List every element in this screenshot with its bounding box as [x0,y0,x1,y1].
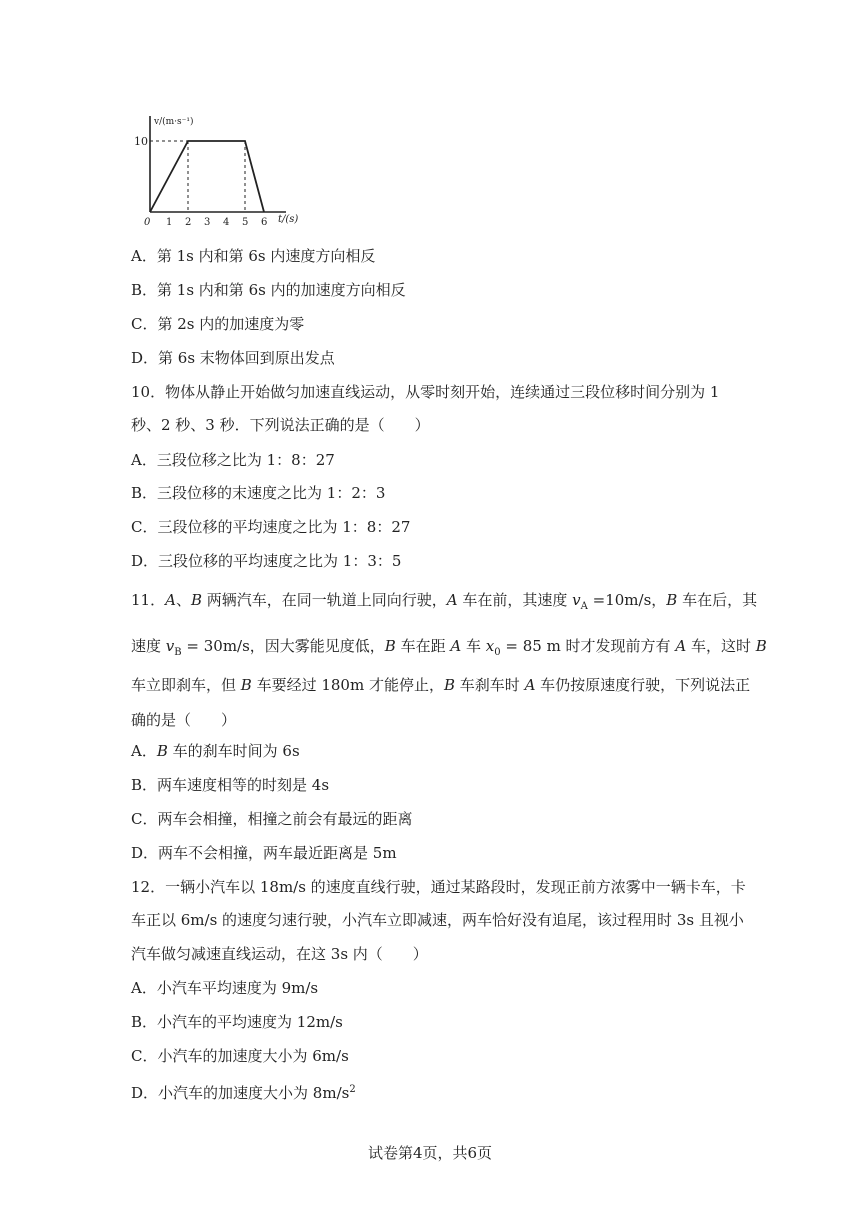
velocity-series-line [150,141,264,212]
x-tick-label: 6 [261,217,268,228]
q10-option-b: B．三段位移的末速度之比为 1：2：3 [131,484,386,502]
q11-option-c: C．两车会相撞，相撞之前会有最远的距离 [131,810,413,828]
q10-stem-line2: 秒、2 秒、3 秒．下列说法正确的是（ ） [131,416,430,434]
x-tick-label: 0 [144,217,151,228]
q12-stem-line2: 车正以 6m/s 的速度匀速行驶，小汽车立即减速，两车恰好没有追尾，该过程用时 3s 且视小 [131,911,744,929]
q10-option-a: A．三段位移之比为 1：8：27 [131,451,335,469]
x-tick-label: 4 [223,217,230,228]
q9-option-d: D．第 6s 末物体回到原出发点 [131,349,335,367]
q11-option-d: D．两车不会相撞，两车最近距离是 5m [131,844,397,862]
x-axis-label: t/(s) [278,214,299,225]
x-tick-label: 2 [185,217,192,228]
x-tick-label: 1 [166,217,173,228]
q10-option-d: D．三段位移的平均速度之比为 1：3：5 [131,552,402,570]
page-footer: 试卷第4页，共6页 [367,1144,493,1162]
x-tick-label: 5 [242,217,249,228]
velocity-time-graph [126,112,316,230]
q10-stem-line1: 10．物体从静止开始做匀加速直线运动，从零时刻开始，连续通过三段位移时间分别为 1 [131,383,720,401]
q11-option-b: B．两车速度相等的时刻是 4s [131,776,330,794]
q12-option-d: D．小汽车的加速度大小为 $8m/s^2$ [131,1084,356,1102]
q12-stem-line3: 汽车做匀减速直线运动，在这 3s 内（ ） [131,945,428,963]
q11-stem-line4: 确的是（ ） [131,711,237,729]
x-tick-label: 3 [204,217,211,228]
y-axis-label: v/(m·s⁻¹) [154,117,194,127]
q12-option-a: A．小汽车平均速度为 9m/s [131,979,319,997]
q11-option-a: A．B 车的刹车时间为 6s [131,742,300,760]
q11-stem-line2: 速度 $v_B = 30m/s$，因大雾能见度低，B 车在距 A 车 $x_0 = 85$ m 时才发现前方有 A 车，这时 B [131,637,767,658]
q12-stem-line1: 12．一辆小汽车以 18m/s 的速度直线行驶，通过某路段时，发现正前方浓雾中一辆卡车，卡 [131,878,746,896]
q10-option-c: C．三段位移的平均速度之比为 1：8：27 [131,518,411,536]
q12-option-c: C．小汽车的加速度大小为 6m/s [131,1047,349,1065]
q12-option-b: B．小汽车的平均速度为 12m/s [131,1013,343,1031]
q11-stem-line1: 11．A、B 两辆汽车，在同一轨道上同向行驶，A 车在前，其速度 $v_A =10m/s$，B 车在后，其 [131,591,758,612]
q9-option-c: C．第 2s 内的加速度为零 [131,315,305,333]
q9-option-b: B．第 1s 内和第 6s 内的加速度方向相反 [131,281,406,299]
q11-stem-line3: 车立即刹车，但 B 车要经过 180m 才能停止，B 车刹车时 A 车仍按原速度行驶，下列说法正 [131,676,751,694]
y-tick-10: 10 [134,135,148,148]
q9-option-a: A．第 1s 内和第 6s 内速度方向相反 [131,247,376,265]
